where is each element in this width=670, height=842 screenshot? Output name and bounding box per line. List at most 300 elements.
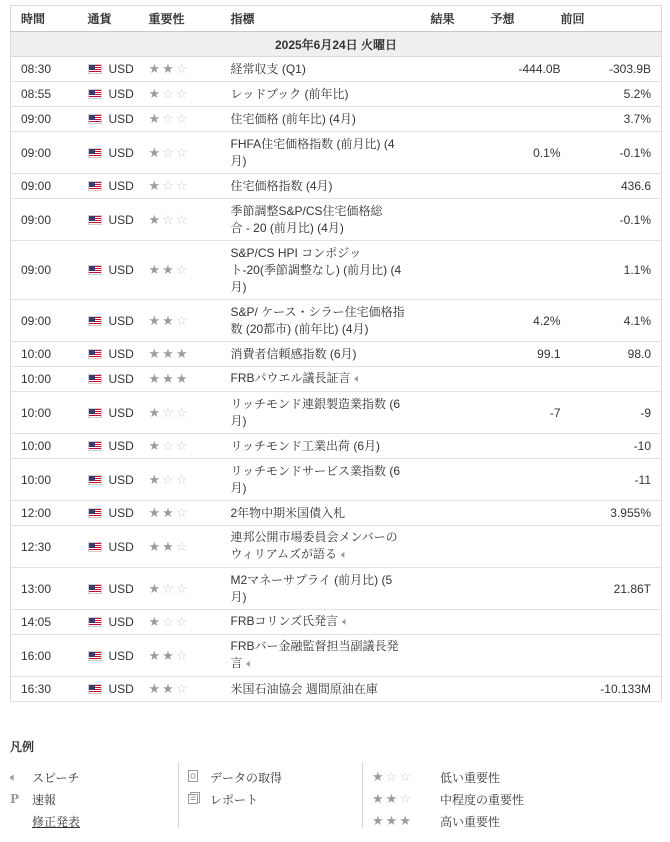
event-forecast: -444.0B	[491, 57, 561, 82]
event-forecast: 0.1%	[491, 132, 561, 174]
star-rating-3-icon: ★ ★ ★	[372, 813, 411, 828]
event-time: 09:00	[11, 132, 76, 174]
event-actual	[431, 132, 491, 174]
currency-code: USD	[108, 615, 134, 629]
event-row[interactable]	[11, 132, 662, 174]
us-flag-icon	[88, 114, 102, 124]
star-empty-icon: ☆	[175, 86, 188, 101]
event-actual	[431, 57, 491, 82]
event-currency	[76, 342, 141, 367]
event-currency	[76, 677, 141, 702]
event-time: 16:00	[11, 635, 76, 677]
event-actual	[431, 568, 491, 610]
legend-medium-importance-label: 中程度の重要性	[440, 792, 525, 807]
event-name-text[interactable]: 2年物中期米国債入札	[230, 505, 346, 520]
event-name-text[interactable]: FRBバー金融監督担当副議長発 言	[230, 639, 399, 670]
event-previous	[561, 635, 662, 677]
event-forecast: 99.1	[491, 342, 561, 367]
event-actual	[431, 610, 491, 635]
event-importance	[141, 199, 231, 241]
star-filled-icon: ★	[148, 371, 161, 386]
event-name-text[interactable]: 住宅価格 (前年比) (4月)	[230, 111, 356, 126]
event-name[interactable]	[231, 241, 431, 300]
event-forecast	[491, 82, 561, 107]
star-filled-icon: ★	[175, 371, 188, 386]
event-previous: -10.133M	[561, 677, 662, 702]
event-time: 16:30	[11, 677, 76, 702]
us-flag-icon	[88, 64, 102, 74]
star-empty-icon: ☆	[175, 647, 188, 663]
us-flag-icon	[88, 349, 102, 359]
event-forecast	[491, 635, 561, 677]
event-currency	[76, 367, 141, 392]
star-filled-icon: ★	[148, 538, 161, 554]
star-filled-icon: ★	[162, 346, 174, 361]
event-currency	[76, 459, 141, 501]
event-name-text[interactable]: S&P/CS HPI コンポジッ ト-20(季節調整なし) (前月比) (4 月)	[230, 245, 402, 294]
legend-low-importance	[372, 766, 524, 788]
currency-code: USD	[108, 439, 134, 453]
event-previous: -303.9B	[561, 57, 662, 82]
speaker-icon: 🔈︎	[340, 549, 348, 561]
event-row[interactable]	[11, 434, 662, 459]
star-filled-icon: ★	[162, 371, 174, 386]
event-forecast: -7	[491, 392, 561, 434]
retrieve-data-icon	[188, 770, 210, 785]
currency-code: USD	[108, 372, 134, 386]
event-name[interactable]	[231, 568, 431, 610]
legend-column-2	[188, 766, 282, 810]
star-empty-icon: ☆	[162, 178, 174, 193]
event-currency	[76, 57, 141, 82]
event-time: 10:00	[11, 367, 76, 392]
event-name[interactable]	[231, 132, 431, 174]
speaker-icon: 🔈︎	[342, 616, 349, 628]
event-forecast	[491, 174, 561, 199]
event-forecast	[491, 199, 561, 241]
event-row[interactable]	[11, 199, 662, 241]
event-importance	[141, 342, 231, 367]
event-importance	[141, 132, 231, 174]
event-time: 10:00	[11, 392, 76, 434]
event-time: 09:00	[11, 199, 76, 241]
event-previous: 3.955%	[561, 501, 662, 526]
speaker-icon: 🔈︎	[354, 373, 362, 385]
event-name-text[interactable]: リッチモンド工業出荷 (6月)	[230, 438, 381, 453]
event-row[interactable]	[11, 241, 662, 300]
event-row[interactable]	[11, 501, 662, 526]
event-row[interactable]	[11, 107, 662, 132]
event-importance	[141, 459, 231, 501]
header-event[interactable]: 指標	[231, 6, 431, 32]
legend-preliminary	[10, 788, 80, 810]
event-currency	[76, 568, 141, 610]
star-filled-icon: ★	[148, 262, 161, 277]
currency-code: USD	[108, 87, 134, 101]
event-importance	[141, 82, 231, 107]
currency-code: USD	[108, 62, 134, 76]
star-filled-icon: ★	[148, 681, 161, 696]
star-empty-icon: ☆	[162, 614, 174, 629]
star-empty-icon: ☆	[162, 580, 174, 596]
header-row	[11, 6, 662, 32]
currency-code: USD	[108, 506, 134, 520]
star-empty-icon: ☆	[175, 111, 188, 126]
legend-divider	[178, 762, 179, 828]
event-row[interactable]	[11, 610, 662, 635]
header-previous[interactable]: 前回	[561, 6, 662, 32]
currency-code: USD	[108, 682, 134, 696]
currency-code: USD	[108, 405, 134, 420]
speaker-icon: 🔈︎	[246, 658, 254, 670]
event-row[interactable]	[11, 342, 662, 367]
event-name-text[interactable]: 季節調整S&P/CS住宅価格総 合 - 20 (前月比) (4月)	[230, 203, 383, 235]
currency-code: USD	[108, 263, 134, 277]
star-empty-icon: ☆	[175, 505, 188, 520]
event-name-text[interactable]: S&P/ ケース・シラー住宅価格指 数 (20都市) (前年比) (4月)	[230, 304, 405, 336]
event-forecast	[491, 526, 561, 568]
star-filled-icon: ★	[148, 86, 161, 101]
event-row[interactable]	[11, 82, 662, 107]
star-filled-icon: ★	[148, 61, 161, 76]
event-time: 10:00	[11, 434, 76, 459]
legend-speech-label: スピーチ	[32, 770, 80, 785]
star-filled-icon: ★	[148, 505, 161, 520]
legend-low-importance-label: 低い重要性	[440, 770, 501, 785]
event-importance	[141, 635, 231, 677]
star-filled-icon: ★	[162, 61, 174, 76]
star-empty-icon: ☆	[162, 471, 174, 487]
event-currency	[76, 635, 141, 677]
event-forecast	[491, 568, 561, 610]
us-flag-icon	[88, 215, 102, 225]
event-name-text[interactable]: 消費者信頼感指数 (6月)	[230, 346, 357, 361]
star-empty-icon: ☆	[175, 262, 188, 277]
star-filled-icon: ★	[148, 346, 161, 361]
event-forecast: 4.2%	[491, 300, 561, 342]
star-empty-icon: ☆	[175, 438, 188, 453]
event-name-text[interactable]: 米国石油協会 週間原油在庫	[230, 681, 378, 696]
event-name[interactable]	[231, 610, 431, 635]
event-previous	[561, 526, 662, 568]
event-forecast	[491, 501, 561, 526]
event-name[interactable]	[231, 501, 431, 526]
star-filled-icon: ★	[148, 312, 161, 328]
event-currency	[76, 132, 141, 174]
event-time: 10:00	[11, 459, 76, 501]
star-empty-icon: ☆	[162, 404, 174, 420]
event-importance	[141, 241, 231, 300]
star-filled-icon: ★	[148, 614, 161, 629]
legend-report-label: レポート	[210, 792, 259, 807]
event-previous: -0.1%	[561, 199, 662, 241]
event-time: 09:00	[11, 241, 76, 300]
event-name[interactable]	[231, 635, 431, 677]
event-time: 10:00	[11, 342, 76, 367]
star-rating-1-icon: ★ ☆ ☆	[372, 769, 411, 784]
event-importance	[141, 501, 231, 526]
us-flag-icon	[88, 408, 102, 418]
star-empty-icon: ☆	[175, 61, 188, 76]
star-empty-icon: ☆	[175, 178, 188, 193]
us-flag-icon	[88, 181, 102, 191]
legend-retrieve-data-label: データの取得	[210, 770, 283, 785]
event-name[interactable]	[231, 392, 431, 434]
event-actual	[431, 677, 491, 702]
star-empty-icon: ☆	[175, 471, 188, 487]
star-empty-icon: ☆	[175, 614, 188, 629]
legend-medium-importance	[372, 788, 524, 810]
event-name-text[interactable]: 住宅価格指数 (4月)	[230, 178, 333, 193]
event-currency	[76, 174, 141, 199]
event-currency	[76, 501, 141, 526]
currency-code: USD	[108, 472, 134, 487]
star-filled-icon: ★	[148, 211, 161, 227]
star-empty-icon: ☆	[175, 144, 188, 160]
legend-revised-label: 修正発表	[32, 814, 81, 829]
header-time[interactable]: 時間	[11, 6, 76, 32]
event-time: 08:55	[11, 82, 76, 107]
us-flag-icon	[88, 148, 102, 158]
event-name[interactable]	[231, 367, 431, 392]
legend-preliminary-label: 速報	[32, 792, 57, 807]
event-forecast	[491, 610, 561, 635]
event-currency	[76, 199, 141, 241]
event-actual	[431, 434, 491, 459]
event-actual	[431, 392, 491, 434]
event-importance	[141, 434, 231, 459]
event-name[interactable]	[231, 107, 431, 132]
event-actual	[431, 635, 491, 677]
event-name[interactable]	[231, 57, 431, 82]
event-importance	[141, 526, 231, 568]
event-previous: -11	[561, 459, 662, 501]
legend-retrieve-data	[188, 766, 282, 788]
event-importance	[141, 392, 231, 434]
legend	[10, 738, 661, 829]
star-empty-icon: ☆	[162, 438, 174, 453]
event-row[interactable]	[11, 677, 662, 702]
event-name-text[interactable]: FRBパウエル議長証言	[230, 371, 351, 385]
star-filled-icon: ★	[175, 346, 188, 361]
currency-code: USD	[108, 112, 134, 126]
economic-calendar-table	[10, 5, 662, 702]
event-row[interactable]	[11, 392, 662, 434]
preliminary-icon: P	[10, 792, 20, 806]
star-filled-icon: ★	[148, 404, 161, 420]
event-name-text[interactable]: リッチモンド連銀製造業指数 (6 月)	[230, 396, 401, 428]
event-time: 08:30	[11, 57, 76, 82]
event-row[interactable]	[11, 459, 662, 501]
event-importance	[141, 677, 231, 702]
star-filled-icon: ★	[148, 647, 161, 663]
event-previous: -9	[561, 392, 662, 434]
event-actual	[431, 342, 491, 367]
event-importance	[141, 300, 231, 342]
event-time: 09:00	[11, 300, 76, 342]
event-forecast	[491, 459, 561, 501]
us-flag-icon	[88, 684, 102, 694]
event-actual	[431, 526, 491, 568]
event-row[interactable]	[11, 57, 662, 82]
us-flag-icon	[88, 508, 102, 518]
event-name-text[interactable]: 連邦公開市場委員会メンバーの ウィリアムズが語る	[230, 530, 398, 561]
legend-high-importance	[372, 810, 524, 832]
legend-high-importance-label: 高い重要性	[440, 814, 501, 829]
event-row[interactable]	[11, 635, 662, 677]
legend-title: 凡例	[10, 740, 35, 754]
event-actual	[431, 199, 491, 241]
event-currency	[76, 82, 141, 107]
currency-code: USD	[108, 313, 134, 328]
event-actual	[431, 501, 491, 526]
event-name-text[interactable]: FRBコリンズ氏発言	[230, 614, 339, 628]
event-previous	[561, 367, 662, 392]
event-time: 13:00	[11, 568, 76, 610]
star-empty-icon: ☆	[175, 681, 188, 696]
event-name-text[interactable]: レッドブック (前年比)	[230, 86, 349, 101]
star-empty-icon: ☆	[162, 86, 174, 101]
event-row[interactable]	[11, 526, 662, 568]
star-filled-icon: ★	[162, 312, 174, 328]
event-previous: 98.0	[561, 342, 662, 367]
currency-code: USD	[108, 539, 134, 554]
event-currency	[76, 300, 141, 342]
currency-code: USD	[108, 179, 134, 193]
event-name-text[interactable]: FHFA住宅価格指数 (前月比) (4 月)	[230, 136, 395, 168]
star-empty-icon: ☆	[162, 111, 174, 126]
event-row[interactable]	[11, 174, 662, 199]
legend-revised	[10, 810, 80, 832]
star-filled-icon: ★	[148, 178, 161, 193]
us-flag-icon	[88, 89, 102, 99]
event-currency	[76, 392, 141, 434]
currency-code: USD	[108, 581, 134, 596]
star-filled-icon: ★	[162, 538, 174, 554]
header-currency[interactable]: 通貨	[76, 6, 141, 32]
us-flag-icon	[88, 651, 102, 661]
event-name[interactable]	[231, 342, 431, 367]
event-currency	[76, 610, 141, 635]
event-name-text[interactable]: リッチモンドサービス業指数 (6 月)	[230, 463, 401, 495]
us-flag-icon	[88, 441, 102, 451]
event-currency	[76, 241, 141, 300]
header-actual[interactable]: 結果	[431, 6, 491, 32]
us-flag-icon	[88, 584, 102, 594]
event-name[interactable]	[231, 174, 431, 199]
event-forecast	[491, 367, 561, 392]
event-name[interactable]	[231, 459, 431, 501]
event-actual	[431, 107, 491, 132]
us-flag-icon	[88, 316, 102, 326]
star-filled-icon: ★	[162, 505, 174, 520]
event-forecast	[491, 677, 561, 702]
event-previous: 1.1%	[561, 241, 662, 300]
event-time: 09:00	[11, 174, 76, 199]
event-currency	[76, 526, 141, 568]
star-empty-icon: ☆	[162, 211, 174, 227]
star-filled-icon: ★	[162, 647, 174, 663]
star-filled-icon: ★	[148, 111, 161, 126]
event-forecast	[491, 241, 561, 300]
event-actual	[431, 241, 491, 300]
star-empty-icon: ☆	[175, 404, 188, 420]
event-importance	[141, 367, 231, 392]
currency-code: USD	[108, 212, 134, 227]
star-filled-icon: ★	[148, 144, 161, 160]
us-flag-icon	[88, 374, 102, 384]
event-name[interactable]	[231, 199, 431, 241]
event-name[interactable]	[231, 526, 431, 568]
star-empty-icon: ☆	[175, 538, 188, 554]
event-actual	[431, 82, 491, 107]
event-name-text[interactable]: M2マネーサプライ (前月比) (5 月)	[230, 572, 393, 604]
currency-code: USD	[108, 648, 134, 663]
event-name-text[interactable]: 経常収支 (Q1)	[230, 61, 306, 76]
header-forecast[interactable]: 予想	[491, 6, 561, 32]
event-actual	[431, 459, 491, 501]
star-empty-icon: ☆	[175, 580, 188, 596]
legend-column-3	[372, 766, 524, 832]
legend-divider	[362, 762, 363, 828]
event-name[interactable]	[231, 677, 431, 702]
speaker-icon: 🔈︎	[10, 769, 18, 784]
event-row[interactable]	[11, 367, 662, 392]
event-time: 09:00	[11, 107, 76, 132]
star-empty-icon: ☆	[175, 312, 188, 328]
event-currency	[76, 434, 141, 459]
star-empty-icon: ☆	[175, 211, 188, 227]
event-previous: 5.2%	[561, 82, 662, 107]
event-name[interactable]	[231, 434, 431, 459]
event-previous: 436.6	[561, 174, 662, 199]
event-actual	[431, 174, 491, 199]
event-actual	[431, 300, 491, 342]
event-importance	[141, 610, 231, 635]
star-rating-2-icon: ★ ★ ☆	[372, 791, 411, 806]
event-row[interactable]	[11, 300, 662, 342]
event-time: 14:05	[11, 610, 76, 635]
event-forecast	[491, 107, 561, 132]
us-flag-icon	[88, 265, 102, 275]
event-importance	[141, 57, 231, 82]
event-previous: 4.1%	[561, 300, 662, 342]
event-name[interactable]	[231, 82, 431, 107]
star-filled-icon: ★	[148, 438, 161, 453]
date-row	[11, 32, 662, 57]
event-importance	[141, 568, 231, 610]
star-filled-icon: ★	[162, 681, 174, 696]
event-previous: 3.7%	[561, 107, 662, 132]
event-name[interactable]	[231, 300, 431, 342]
event-time: 12:00	[11, 501, 76, 526]
event-actual	[431, 367, 491, 392]
event-forecast	[491, 434, 561, 459]
event-row[interactable]	[11, 568, 662, 610]
event-previous: -10	[561, 434, 662, 459]
event-importance	[141, 107, 231, 132]
us-flag-icon	[88, 542, 102, 552]
event-time: 12:30	[11, 526, 76, 568]
currency-code: USD	[108, 347, 134, 361]
legend-speech	[10, 766, 80, 788]
currency-code: USD	[108, 145, 134, 160]
event-currency	[76, 107, 141, 132]
legend-report	[188, 788, 282, 810]
header-importance[interactable]: 重要性	[141, 6, 231, 32]
star-filled-icon: ★	[148, 471, 161, 487]
star-filled-icon: ★	[162, 262, 174, 277]
